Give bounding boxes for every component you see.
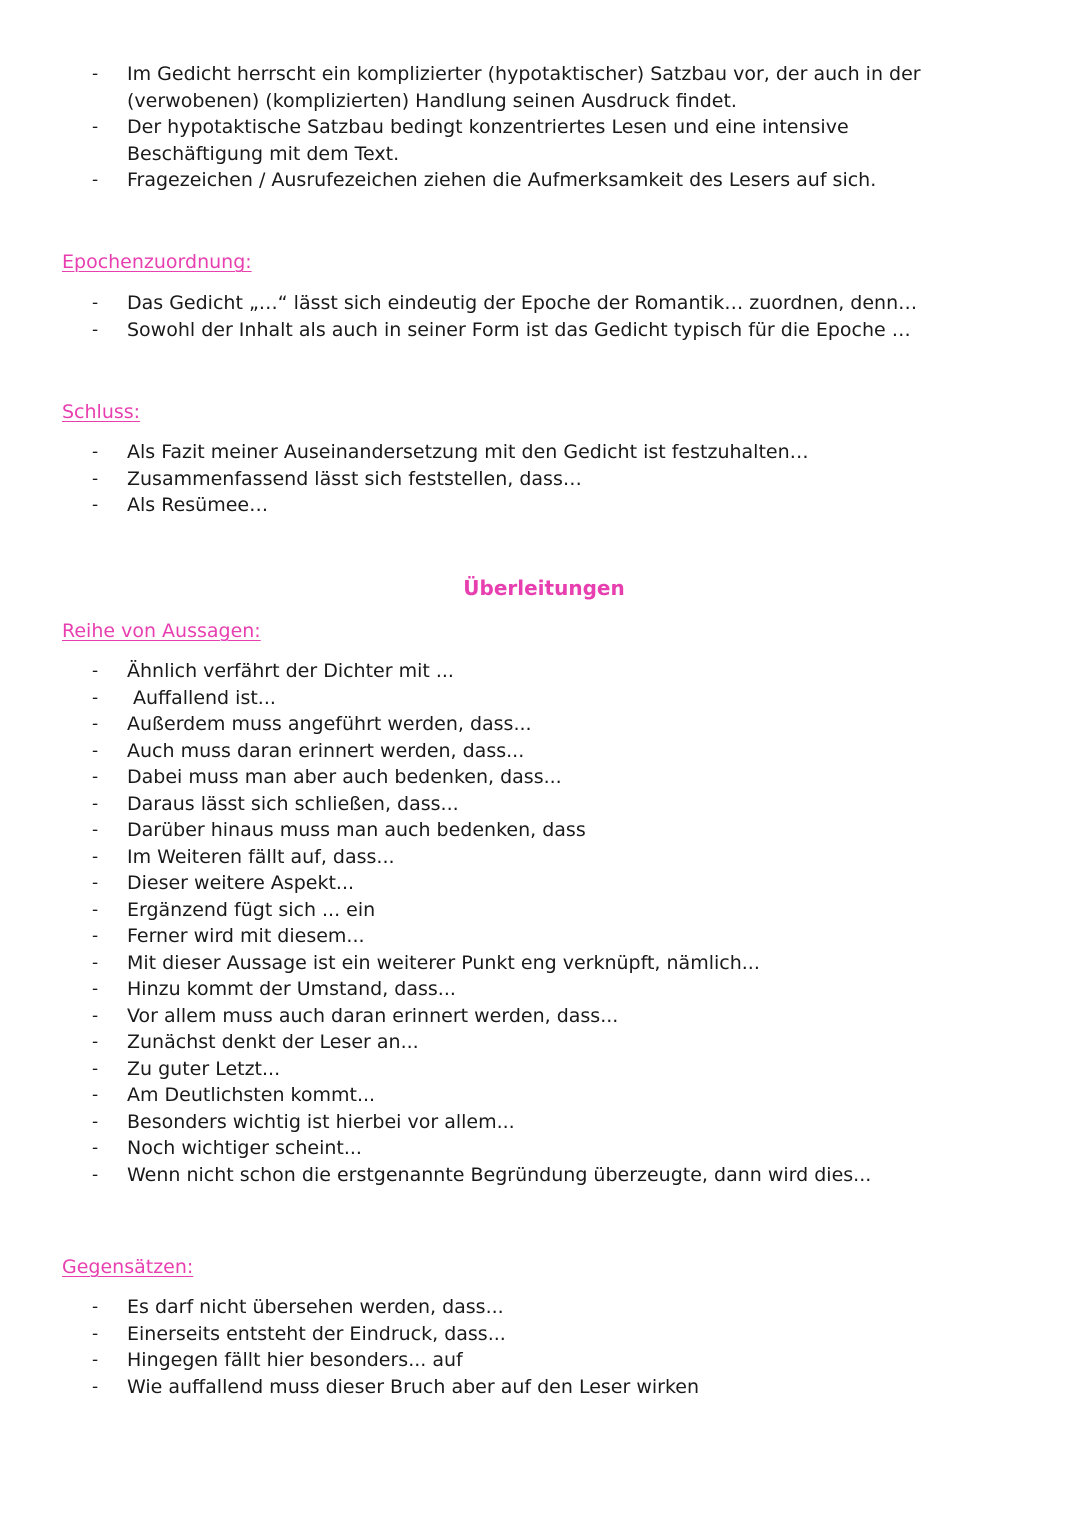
intro-list (92, 61, 1032, 194)
list-item: - Hingegen fällt hier besonders... auf (92, 1347, 1032, 1374)
list-item: - Außerdem muss angeführt werden, dass... (92, 711, 1032, 738)
list-item: - Daraus lässt sich schließen, dass... (92, 791, 1032, 818)
section-heading-schluss: Schluss: (62, 401, 141, 423)
list-item: - Auch muss daran erinnert werden, dass... (92, 738, 1032, 765)
list-item: - Der hypotaktische Satzbau bedingt konzentriertes Lesen und eine intensive Beschäftigung mit dem Text. (92, 114, 877, 167)
list-item: - Hinzu kommt der Umstand, dass... (92, 976, 1032, 1003)
list-item: - Vor allem muss auch daran erinnert werden, dass... (92, 1003, 1032, 1030)
list-item: - Besonders wichtig ist hierbei vor allem... (92, 1109, 1032, 1136)
list-item: - Auffallend ist... (92, 685, 1032, 712)
list-item: - Am Deutlichsten kommt... (92, 1082, 1032, 1109)
list-item: - Mit dieser Aussage ist ein weiterer Punkt eng verknüpft, nämlich... (92, 950, 1032, 977)
list-item: - Wenn nicht schon die erstgenannte Begründung überzeugte, dann wird dies... (92, 1162, 1032, 1189)
list-item: - Zu guter Letzt... (92, 1056, 1032, 1083)
epochenzuordnung-list (92, 290, 1032, 343)
list-item: - Noch wichtiger scheint... (92, 1135, 1032, 1162)
list-item: - Zusammenfassend lässt sich feststellen, dass… (92, 466, 1032, 493)
list-item: - Als Resümee… (92, 492, 1032, 519)
section-heading-gegensaetze: Gegensätzen: (62, 1256, 194, 1278)
list-item: - Einerseits entsteht der Eindruck, dass... (92, 1321, 1032, 1348)
list-item: - Fragezeichen / Ausrufezeichen ziehen die Aufmerksamkeit des Lesers auf sich. (92, 167, 1032, 194)
list-item: - Ergänzend fügt sich ... ein (92, 897, 1032, 924)
gegensaetze-list (92, 1294, 1032, 1400)
list-item: - Das Gedicht „…“ lässt sich eindeutig der Epoche der Romantik… zuordnen, denn… (92, 290, 1032, 317)
list-item: - Zunächst denkt der Leser an... (92, 1029, 1032, 1056)
list-item: - Dabei muss man aber auch bedenken, dass... (92, 764, 1032, 791)
reihe-list (92, 658, 1032, 1188)
list-item: - Dieser weitere Aspekt... (92, 870, 1032, 897)
list-item: - Es darf nicht übersehen werden, dass... (92, 1294, 1032, 1321)
section-heading-reihe: Reihe von Aussagen: (62, 620, 261, 642)
section-heading-epochenzuordnung: Epochenzuordnung: (62, 251, 252, 273)
schluss-list (92, 439, 1032, 519)
list-item: - Wie auffallend muss dieser Bruch aber auf den Leser wirken (92, 1374, 1032, 1401)
list-item: - Ferner wird mit diesem... (92, 923, 1032, 950)
list-item: - Im Gedicht herrscht ein komplizierter (hypotaktischer) Satzbau vor, der auch in der (verwobenen) (komplizierten) Handlung seinen Ausdruck findet. (92, 61, 927, 114)
list-item: - Als Fazit meiner Auseinandersetzung mit den Gedicht ist festzuhalten… (92, 439, 1032, 466)
list-item: - Im Weiteren fällt auf, dass... (92, 844, 1032, 871)
list-item: - Sowohl der Inhalt als auch in seiner Form ist das Gedicht typisch für die Epoche … (92, 317, 1032, 344)
section-title-ueberleitungen: Überleitungen (463, 576, 625, 600)
list-item: - Ähnlich verfährt der Dichter mit ... (92, 658, 1032, 685)
list-item: - Darüber hinaus muss man auch bedenken, dass (92, 817, 1032, 844)
